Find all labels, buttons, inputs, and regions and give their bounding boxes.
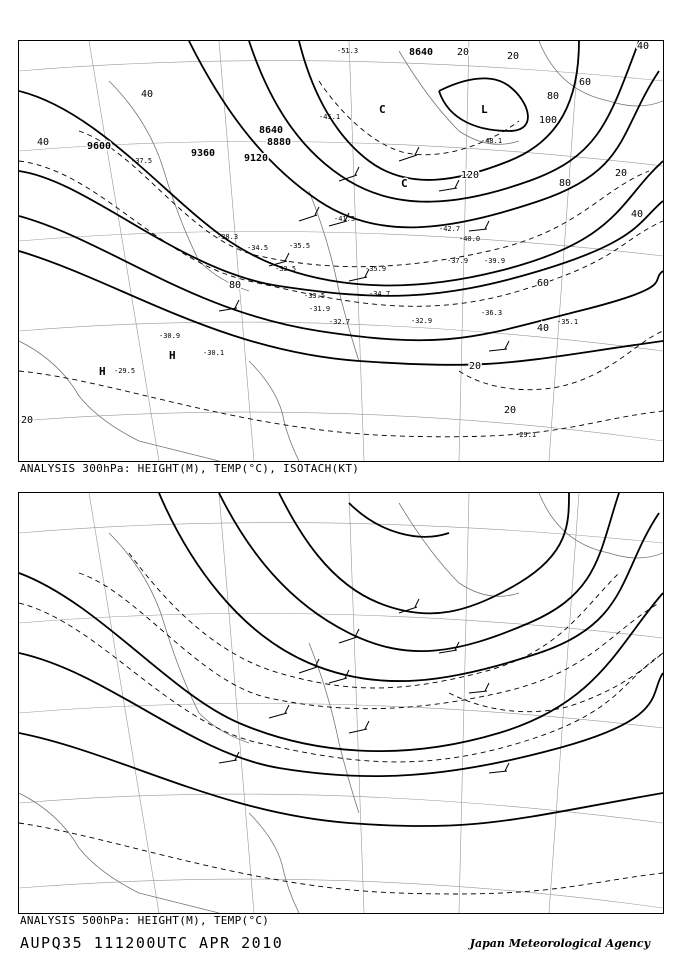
agency-name: Japan Meteorological Agency — [469, 937, 650, 950]
temperature-label: -48.1 — [481, 137, 503, 145]
chart-500hpa-canvas — [19, 493, 663, 913]
isotach-label: 40 — [537, 323, 550, 334]
isotach-label: 80 — [559, 178, 572, 189]
height-contours — [19, 493, 663, 826]
isotach-label: 40 — [637, 41, 650, 52]
coastline — [19, 493, 663, 913]
temperature-label: -36.3 — [481, 309, 503, 317]
isotherms — [19, 553, 663, 894]
height-label: 8640 — [259, 125, 284, 136]
pressure-center: H — [99, 365, 106, 378]
height-label: 9600 — [87, 141, 112, 152]
isotach-label: 60 — [537, 278, 550, 289]
isotach-label: 20 — [457, 47, 470, 58]
isotach-label: 120 — [461, 170, 480, 181]
chart-500hpa — [18, 492, 664, 914]
temperature-label: -34.7 — [369, 290, 391, 298]
temperature-label: -40.0 — [459, 235, 481, 243]
isotach-label: 80 — [229, 280, 242, 291]
temperature-label: -39.9 — [484, 257, 506, 265]
temperature-label: -45.1 — [319, 113, 341, 121]
temperature-label: -33.5 — [304, 292, 326, 300]
temperature-label: -37.5 — [131, 157, 153, 165]
temperature-label: -35.9 — [365, 265, 387, 273]
isotach-label: 20 — [469, 361, 482, 372]
height-contours — [19, 41, 663, 365]
isotach-label: 20 — [507, 51, 520, 62]
pressure-center: C — [401, 177, 408, 190]
wind-barbs — [219, 599, 509, 773]
temperature-label: -37.9 — [447, 257, 469, 265]
caption-500hpa: ANALYSIS 500hPa: HEIGHT(M), TEMP(°C) — [20, 914, 270, 927]
height-label: 8640 — [409, 47, 434, 58]
temperature-label: -33.5 — [275, 265, 297, 273]
coastline — [19, 41, 663, 461]
temperature-label: -30.9 — [159, 332, 181, 340]
isotach-label: 20 — [21, 415, 34, 426]
temperature-label: -38.3 — [217, 233, 239, 241]
graticule — [19, 41, 663, 461]
pressure-center: H — [169, 349, 176, 362]
isotach-label: 60 — [579, 77, 592, 88]
temperature-label: -32.7 — [329, 318, 351, 326]
temperature-label: -42.7 — [439, 225, 461, 233]
temperature-label: -31.9 — [309, 305, 331, 313]
temperature-label: -35.1 — [557, 318, 579, 326]
pressure-center: C — [379, 103, 386, 116]
isotach-label: 80 — [547, 91, 560, 102]
chart-300hpa-canvas — [19, 41, 663, 461]
isotach-label: 40 — [631, 209, 644, 220]
temperature-label: -34.5 — [247, 244, 269, 252]
isotach-label: 100 — [539, 115, 558, 126]
temperature-label: -29.1 — [515, 431, 537, 439]
caption-300hpa: ANALYSIS 300hPa: HEIGHT(M), TEMP(°C), ISOTACH(KT) — [20, 462, 360, 475]
temperature-label: -41.5 — [334, 215, 356, 223]
isotach-label: 40 — [141, 89, 154, 100]
height-label: 9360 — [191, 148, 216, 159]
temperature-label: -32.9 — [411, 317, 433, 325]
temperature-label: -35.5 — [289, 242, 311, 250]
temperature-label: -51.3 — [337, 47, 359, 55]
bulletin-code: AUPQ35 111200UTC APR 2010 — [20, 934, 284, 952]
temperature-label: -30.1 — [203, 349, 225, 357]
height-label: 9120 — [244, 153, 269, 164]
isotach-label: 20 — [504, 405, 517, 416]
graticule — [19, 493, 663, 913]
height-label: 8880 — [267, 137, 292, 148]
pressure-center: L — [481, 103, 488, 116]
isotach-label: 40 — [37, 137, 50, 148]
isotach-label: 20 — [615, 168, 628, 179]
temperature-label: -29.5 — [114, 367, 136, 375]
chart-300hpa — [18, 40, 664, 462]
